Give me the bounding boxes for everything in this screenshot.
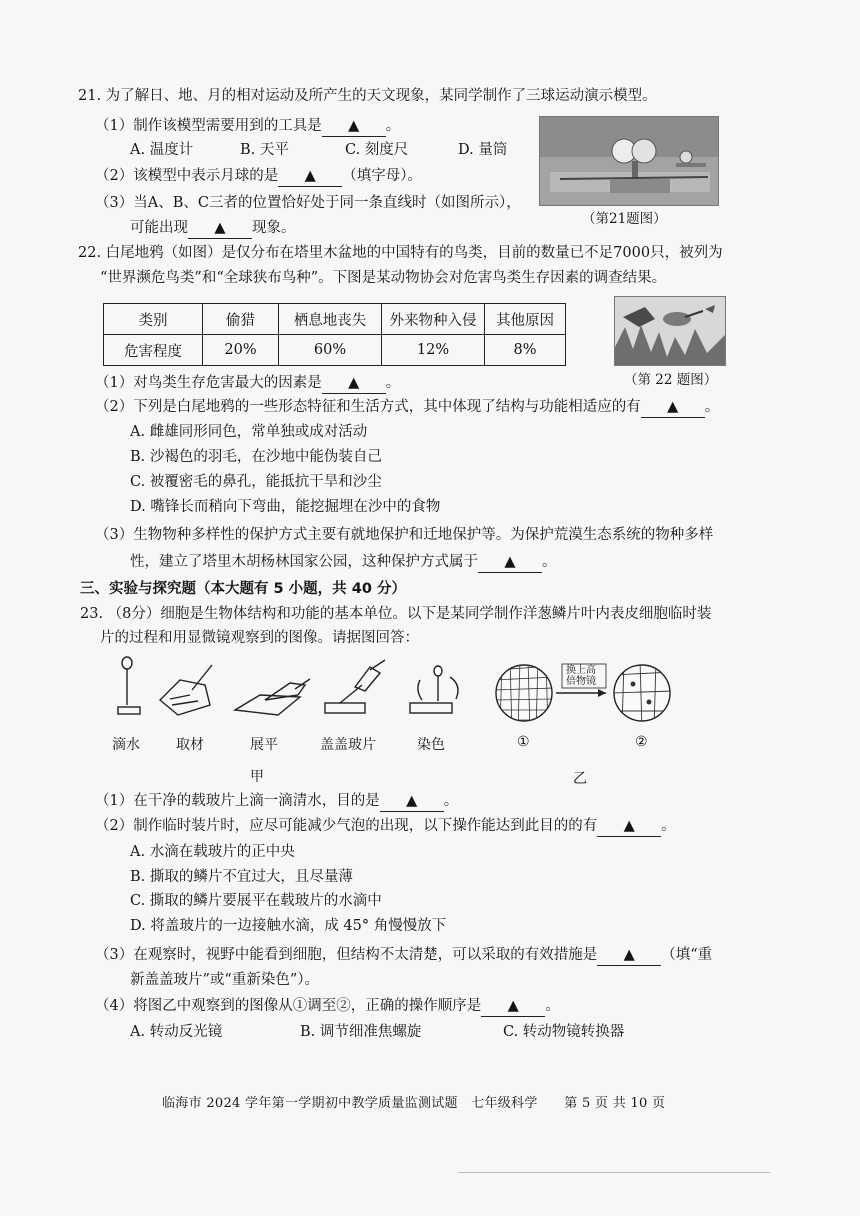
table-cell: 危害程度 [104,335,203,366]
q23-part4: （4）将图乙中观察到的图像从①调至②，正确的操作顺序是 ▲ 。 [95,996,560,1017]
table-cell: 其他原因 [485,304,566,335]
table-cell: 栖息地丧失 [279,304,382,335]
answer-blank: ▲ [188,218,252,239]
table-cell: 类别 [104,304,203,335]
q23-stem-line1: 23. （8分）细胞是生物体结构和功能的基本单位。以下是某同学制作洋葱鳞片叶内表皮细胞临时装 [80,606,712,622]
table-cell: 外来物种入侵 [382,304,485,335]
q22-option-c: C. 被覆密毛的鼻孔，能抵抗干旱和沙尘 [130,474,382,490]
step-label: 盖盖玻片 [320,737,376,753]
answer-blank: ▲ [641,397,705,418]
q23-option-d: D. 将盖玻片的一边接触水滴，成 45° 角慢慢放下 [130,918,447,934]
q22-option-b: B. 沙褐色的羽毛，在沙地中能伪装自己 [130,449,382,465]
q23-option4-c: C. 转动物镜转换器 [503,1024,625,1040]
q21-option-d: D. 量筒 [458,142,508,158]
q21-part3-line2: 可能出现 ▲ 现象。 [130,218,296,239]
q23-part2: （2）制作临时装片时，应尽可能减少气泡的出现，以下操作能达到此目的的有 ▲ 。 [95,816,676,837]
micro-view-label: ① [517,734,530,750]
arrow-label: 换上高 倍物镜 [566,665,596,687]
step-label: 滴水 [112,737,140,753]
slide-preparation-steps-figure [100,655,480,730]
table-cell: 12% [382,335,485,366]
q23-part3-line2: 新盖盖玻片”或“重新染色”）。 [130,972,319,988]
q22-option-a: A. 雌雄同形同色，常单独或成对活动 [130,424,368,440]
table-cell: 8% [485,335,566,366]
q21-stem: 21. 为了解日、地、月的相对运动及所产生的天文现象，某同学制作了三球运动演示模型。 [78,88,657,104]
table-cell: 60% [279,335,382,366]
q22-part3-line1: （3）生物物种多样性的保护方式主要有就地保护和迁地保护等。为保护荒漠生态系统的物种多样 [95,527,714,543]
table-cell: 偷猎 [203,304,279,335]
figure-yi-label: 乙 [573,771,587,787]
q21-part2: （2）该模型中表示月球的是 ▲ （填字母）。 [95,166,422,187]
table-cell: 20% [203,335,279,366]
q23-option4-b: B. 调节细准焦螺旋 [300,1024,422,1040]
q22-part3-line2: 性，建立了塔里木胡杨林国家公园，这种保护方式属于 ▲ 。 [130,552,557,573]
step-label: 取材 [176,737,204,753]
answer-blank: ▲ [322,373,386,394]
answer-blank: ▲ [597,945,661,966]
q21-part1: （1）制作该模型需要用到的工具是 ▲ 。 [95,116,400,137]
answer-blank: ▲ [278,166,342,187]
q22-stem-line2: “世界濒危鸟类”和“全球狭布鸟种”。下图是某动物协会对危害鸟类生存因素的调查结果。 [100,270,667,286]
q21-option-c: C. 刻度尺 [345,142,409,158]
q21-option-b: B. 天平 [240,142,289,158]
q22-part1: （1）对鸟类生存危害最大的因素是 ▲ 。 [95,373,400,394]
section-title: 三、实验与探究题（本大题有 5 小题，共 40 分） [80,581,406,597]
white-tailed-ground-jay-photo [614,296,726,366]
q23-part1: （1）在干净的载玻片上滴一滴清水，目的是 ▲ 。 [95,791,458,812]
q22-stem-line1: 22. 白尾地鸦（如图）是仅分布在塔里木盆地的中国特有的鸟类，目前的数量已不足7000只，被列为 [78,245,723,261]
page-footer: 临海市 2024 学年第一学期初中教学质量监测试题 七年级科学 第 5 页 共 10 页 [162,1096,666,1111]
three-ball-model-photo [539,116,719,206]
step-label: 展平 [250,737,278,753]
step-label: 染色 [417,737,445,753]
q21-option-a: A. 温度计 [130,142,194,158]
table-header-row [104,304,566,335]
answer-blank: ▲ [478,552,542,573]
q23-option-c: C. 撕取的鳞片要展平在载玻片的水滴中 [130,893,382,909]
q23-option-b: B. 撕取的鳞片不宜过大，且尽量薄 [130,869,353,885]
q23-stem-line2: 片的过程和用显微镜观察到的图像。请据图回答： [100,630,419,646]
answer-blank: ▲ [597,816,661,837]
micro-view-label: ② [635,734,648,750]
threat-survey-table [103,303,566,366]
q23-part3-line1: （3）在观察时，视野中能看到细胞，但结构不太清楚，可以采取的有效措施是 ▲ （填“重 [95,945,712,966]
answer-blank: ▲ [380,791,444,812]
scan-artifact-line [458,1172,770,1173]
q23-option-a: A. 水滴在载玻片的正中央 [130,844,295,860]
figure-jia-label: 甲 [250,769,264,785]
q21-figure-caption: （第21题图） [582,211,667,227]
answer-blank: ▲ [322,116,386,137]
q22-part2: （2）下列是白尾地鸦的一些形态特征和生活方式，其中体现了结构与功能相适应的有 ▲ 。 [95,397,719,418]
q23-option4-a: A. 转动反光镜 [130,1024,223,1040]
q22-option-d: D. 嘴锋长而稍向下弯曲，能挖掘埋在沙中的食物 [130,499,441,515]
answer-blank: ▲ [481,996,545,1017]
q22-figure-caption: （第 22 题图） [624,372,718,388]
table-row [104,335,566,366]
q21-part3-line1: （3）当A、B、C三者的位置恰好处于同一条直线时（如图所示）， [95,195,521,211]
